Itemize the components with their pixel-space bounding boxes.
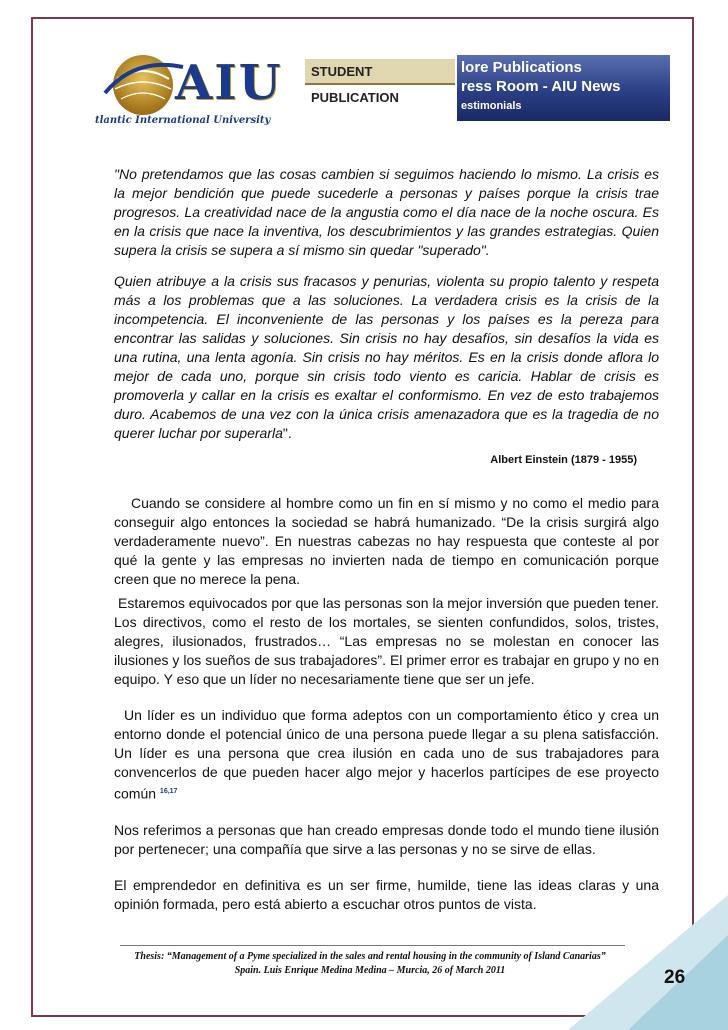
globe-icon (95, 49, 185, 119)
footer-rule (120, 945, 625, 946)
aiu-logo (95, 47, 305, 135)
logo-text: AIU (175, 55, 283, 111)
footnote-reference[interactable]: 16,17 (159, 788, 178, 795)
testimonials-link[interactable]: estimonials (461, 100, 522, 112)
body-paragraph-4: Nos referimos a personas que han creado empresas donde todo el mundo tiene ilusión por pertenecer; una compañía que sirve a las personas y no se sirve de ellas. (114, 821, 659, 857)
footer (90, 950, 650, 978)
body-paragraph-3-text: Un líder es un individuo que forma adeptos con un comportamiento ético y crea un entorno donde el potencial único de una persona puede llegar a su plena satisfacción. Un líder es una persona que crea ilusión en cada uno de sus trabajadores para convencerlos de que pueden hacer algo mejor y hacerlos partícipes de ese proyecto común (114, 707, 659, 802)
body-paragraph-2: Estaremos equivocados por que las personas son la mejor inversión que pueden tener. Los directivos, como el resto de los mortales, se sienten confundidos, solos, tristes, alegres, ilusionados, frustrados… “Las empresas no se molestan en conocer las ilusiones y los sueños de sus trabajadores”. El primer error es trabajar en grupo y no en equipo. Y eso que un líder no necesariamente tiene que ser un jefe. (114, 595, 659, 687)
body-paragraph-1: Cuando se considere al hombre como un fin en sí mismo y no como el medio para conseguir algo entonces la sociedad se habrá humanizado. “De la crisis surgirá algo verdaderamente nuevo”. En nuestras cabezas no hay respuesta que conteste al por qué la gente y las empresas no invierten nada de tiempo en comunicación porque creen que no merece la pena. (114, 495, 659, 587)
logo-subtitle: tlantic International University (95, 115, 271, 126)
body-paragraph-3 (114, 706, 659, 804)
news-panel[interactable] (457, 55, 670, 121)
header-banner (95, 47, 670, 135)
quote-paragraph-2-end: ". (282, 425, 292, 441)
quote-paragraph-2 (114, 272, 659, 443)
quote-attribution: Albert Einstein (1879 - 1955) (490, 454, 637, 466)
body-paragraph-5: El emprendedor en definitiva es un ser firme, humilde, tiene las ideas claras y una opinión formada, pero está abierto a escuchar otros puntos de vista. (114, 876, 659, 912)
footer-thesis-line: Thesis: “Management of a Pyme specialized in the sales and rental housing in the community of Island Canarias” (134, 951, 606, 962)
quote-paragraph-1: "No pretendamos que las cosas cambien si seguimos haciendo lo mismo. La crisis es la mejor bendición que puede sucederle a personas y países porque la crisis trae progresos. La creatividad nace de la angustia como el día nace de la noche oscura. Es en la crisis que nace la inventiva, los descubrimientos y las grandes estrategias. Quien supera la crisis se supera a sí mismo sin quedar "superado". (114, 166, 659, 258)
student-publication-link[interactable]: STUDENT PUBLICATION (305, 59, 455, 85)
footer-author-line: Spain. Luis Enrique Medina Medina – Murcia, 26 of March 2011 (234, 965, 506, 976)
press-room-link[interactable]: ress Room - AIU News (461, 78, 621, 95)
quote-paragraph-2-text: Quien atribuye a la crisis sus fracasos y penurias, violenta su propio talento y respeta más a los problemas que a las soluciones. La verdadera crisis es la crisis de la incompetencia. El inconveniente de las personas y los países es la pereza para encontrar las salidas y soluciones. Sin crisis no hay desafíos, sin desafíos la vida es una rutina, una lenta agonía. Sin crisis no hay méritos. Es en la crisis donde aflora lo mejor de cada uno, porque sin crisis todo viento es caricia. Hablar de crisis es promoverla y callar en la crisis es exaltar el conformismo. En vez de esto trabajemos duro. Acabemos de una vez con la única crisis amenazadora que es la tragedia de no querer luchar por superarla (114, 273, 659, 441)
page-corner-decoration (568, 895, 728, 1030)
main-content (114, 165, 659, 914)
page-number: 26 (664, 967, 686, 988)
more-publications-link[interactable]: lore Publications (461, 59, 582, 76)
